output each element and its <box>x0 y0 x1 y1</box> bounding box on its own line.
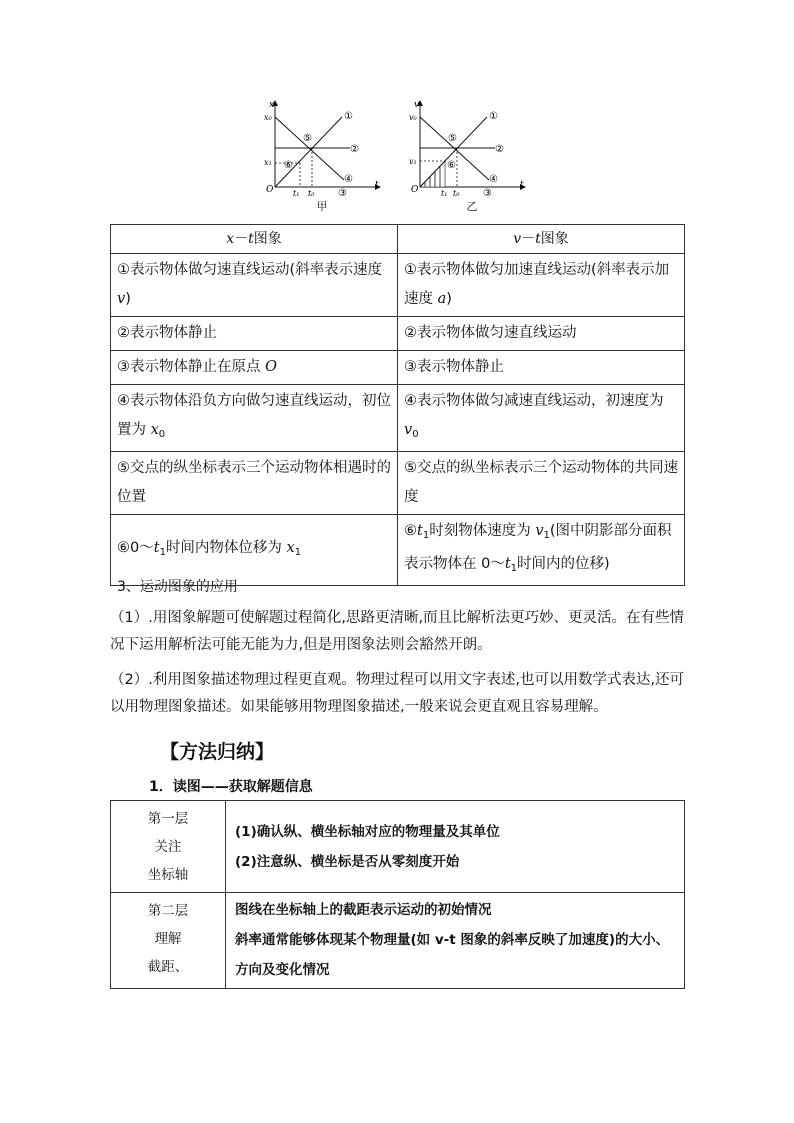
xt-cell-4: ④表示物体沿负方向做匀速直线运动，初位置为 $x_0$ <box>111 385 398 452</box>
table-row <box>111 515 685 586</box>
line-1 <box>275 117 342 187</box>
vt-cell-2: ②表示物体做匀速直线运动 <box>398 317 685 351</box>
header-vt: v－t图象 <box>398 225 685 254</box>
xt-cell-2: ②表示物体静止 <box>111 317 398 351</box>
x-tick-t0: t₀ <box>308 189 315 198</box>
x-tick-t0: t₀ <box>453 189 460 198</box>
label-2: ② <box>350 144 359 155</box>
y-tick-x0: x₀ <box>264 113 272 122</box>
graph-caption: 甲 <box>316 200 328 213</box>
table-row <box>111 452 685 515</box>
table-row <box>111 385 685 452</box>
table-row <box>111 801 685 893</box>
vt-cell-6: $⑥t_1$时刻物体速度为 $v_1$(图中阴影部分面积表示物体在 $0\sim t_1$时间内的位移) <box>398 515 685 586</box>
layer-1-label: 第一层 关注 坐标轴 <box>111 801 226 893</box>
table-row <box>111 351 685 385</box>
xt-cell-5: ⑤交点的纵坐标表示三个运动物体相遇时的位置 <box>111 452 398 515</box>
vt-cell-3: ③表示物体静止 <box>398 351 685 385</box>
v-t-graph <box>405 95 535 219</box>
label-1: ① <box>344 111 353 122</box>
xt-cell-3: ③表示物体静止在原点 O <box>111 351 398 385</box>
table-row <box>111 317 685 351</box>
layer-2-label: 第二层 理解 截距、 <box>111 893 226 989</box>
vt-cell-5: ⑤交点的纵坐标表示三个运动物体的共同速度 <box>398 452 685 515</box>
comparison-table <box>110 224 685 586</box>
read-title: 1．读图——获取解题信息 <box>149 779 313 795</box>
header-xt: x－t图象 <box>111 225 398 254</box>
label-1: ① <box>489 111 498 122</box>
line-1 <box>420 117 487 187</box>
label-3: ③ <box>338 188 347 199</box>
method-table <box>110 800 685 989</box>
vt-cell-1: ①表示物体做匀加速直线运动(斜率表示加速度 a) <box>398 254 685 317</box>
section-title: 3、运动图象的应用 <box>117 579 238 595</box>
label-4: ④ <box>344 174 353 185</box>
paragraph-2: （2）.利用图象描述物理过程更直观。物理过程可以用文字表述,也可以用数学式表达,还可以用物理图象描述。如果能够用物理图象描述,一般来说会更直观且容易理解。 <box>110 672 685 715</box>
table-row <box>111 254 685 317</box>
y-axis-label: v <box>414 100 420 110</box>
label-6: ⑥ <box>284 160 293 171</box>
x-tick-t1: t₁ <box>441 189 448 198</box>
origin-label: O <box>411 185 419 195</box>
layer-1-content: (1)确认纵、横坐标轴对应的物理量及其单位 (2)注意纵、横坐标是否从零刻度开始 <box>226 801 685 893</box>
table-row <box>111 893 685 989</box>
y-tick-v0: v₀ <box>409 113 417 122</box>
method-title: 【方法归纳】 <box>160 741 275 763</box>
label-5: ⑤ <box>303 133 312 144</box>
graph-caption: 乙 <box>466 200 478 213</box>
layer-2-content: 图线在坐标轴上的截距表示运动的初始情况 斜率通常能够体现某个物理量(如 v-t 图象的斜率反映了加速度)的大小、 方向及变化情况 <box>226 893 685 989</box>
paragraph-1: （1）.用图象解题可使解题过程简化,思路更清晰,而且比解析法更巧妙、更灵活。在有些情况下运用解析法可能无能为力,但是用图象法则会豁然开朗。 <box>110 610 685 653</box>
origin-label: O <box>266 185 274 195</box>
y-tick-x1: x₁ <box>264 158 272 167</box>
label-4: ④ <box>489 174 498 185</box>
label-6: ⑥ <box>447 160 456 171</box>
x-t-graph <box>262 95 392 219</box>
x-tick-t1: t₁ <box>293 189 300 198</box>
x-axis-label: t <box>375 180 379 190</box>
y-axis-label: x <box>269 100 275 110</box>
xt-cell-1: ①表示物体做匀速直线运动(斜率表示速度 v) <box>111 254 398 317</box>
vt-cell-4: ④表示物体做匀减速直线运动，初速度为 $v_0$ <box>398 385 685 452</box>
xt-cell-6: $⑥0\sim t_1$时间内物体位移为 $x_1$ <box>111 515 398 586</box>
label-5: ⑤ <box>448 133 457 144</box>
table-header-row <box>111 225 685 254</box>
x-axis-label: t <box>520 180 524 190</box>
label-3: ③ <box>483 188 492 199</box>
y-tick-v1: v₁ <box>409 157 417 166</box>
label-2: ② <box>495 144 504 155</box>
